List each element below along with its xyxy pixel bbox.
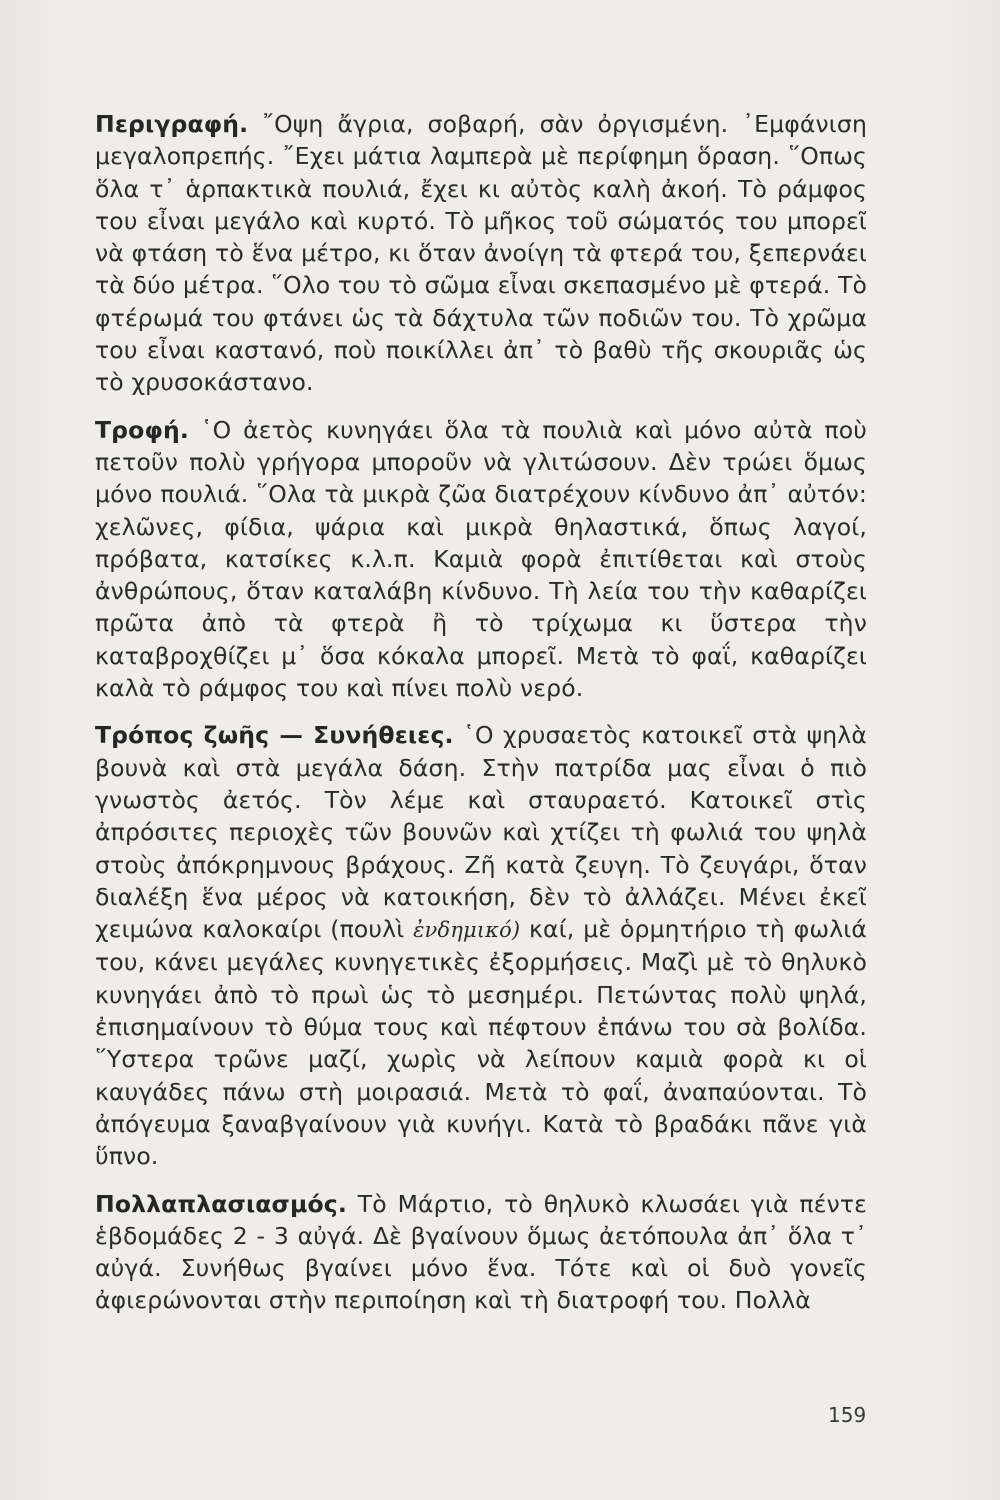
page-number: 159 — [828, 1403, 867, 1427]
paragraph-text: καί, μὲ ὁρμητήριο τὴ φωλιά του, κάνει μεγάλες κυνηγετικὲς ἐξορμήσεις. Μαζὶ μὲ τὸ θηλυκὸ κυνηγάει ἀπὸ τὸ πρωὶ ὡς τὸ μεσημέρι. Πετώντας πολὺ ψηλά, ἐπισημαίνουν τὸ θύμα τους καὶ πέφτουν ἐπάνω του σὰ βολίδα. ῞Υστερα τρῶνε μαζί, χωρὶς νὰ λείπουν καμιὰ φορὰ κι οἱ καυγάδες πάνω στὴ μοιρασιά. Μετὰ τὸ φαΐ, ἀναπαύονται. Τὸ ἀπόγευμα ξαναβγαίνουν γιὰ κυνήγι. Κατὰ τὸ βραδάκι πᾶνε γιὰ ὕπνο. — [95, 915, 867, 1171]
paragraph-heading: Τροφή. — [95, 415, 189, 444]
paragraph-text: Τὸ Μάρτιο, τὸ θηλυκὸ κλωσάει γιὰ πέντε ἑβδομάδες 2 - 3 αὐγά. Δὲ βγαίνουν ὅμως ἀετόπουλα ἀπ᾿ ὅλα τ᾿ αὐγά. Συνήθως βγαίνει μόνο ἕνα. Τότε καὶ οἱ δυὸ γονεῖς ἀφιερώνονται στὴν περιποίηση καὶ τὴ διατροφή του. Πολλὰ — [95, 1189, 867, 1315]
paragraph-food — [95, 414, 867, 705]
body-text — [95, 108, 867, 1332]
paragraph-way-of-life — [95, 719, 867, 1172]
paragraph-text: ῾Ο ἀετὸς κυνηγάει ὅλα τὰ πουλιὰ καὶ μόνο αὐτὰ ποὺ πετοῦν πολὺ γρήγορα μποροῦν νὰ γλιτώσουν. Δὲν τρώει ὅμως μόνο πουλιά. ῞Ολα τὰ μικρὰ ζῶα διατρέχουν κίνδυνο ἀπ᾿ αὐτόν: χελῶνες, φίδια, ψάρια καὶ μικρὰ θηλαστικά, ὅπως λαγοί, πρόβατα, κατσίκες κ.λ.π. Καμιὰ φορὰ ἐπιτίθεται καὶ στοὺς ἀνθρώπους, ὅταν καταλάβη κίνδυνο. Τὴ λεία του τὴν καθαρίζει πρῶτα ἀπὸ τὰ φτερὰ ἢ τὸ τρίχωμα κι ὕστερα τὴν καταβροχθίζει μ᾿ ὅσα κόκαλα μπορεῖ. Μετὰ τὸ φαΐ, καθαρίζει καλὰ τὸ ράμφος του καὶ πίνει πολὺ νερό. — [95, 415, 867, 703]
paragraph-heading: Πολλαπλασιασμός. — [95, 1189, 347, 1218]
paragraph-text: ῾Ο χρυσαετὸς κατοικεῖ στὰ ψηλὰ βουνὰ καὶ στὰ μεγάλα δάση. Στὴν πατρίδα μας εἶναι ὁ πιὸ γνωστὸς ἀετός. Τὸν λέμε καὶ σταυραετό. Κατοικεῖ στὶς ἀπρόσιτες περιοχὲς τῶν βουνῶν καὶ χτίζει τὴ φωλιά του ψηλὰ στοὺς ἀπόκρημνους βράχους. Ζῆ κατὰ ζευγη. Τὸ ζευγάρι, ὅταν διαλέξη ἕνα μέρος νὰ κατοικήση, δὲν τὸ ἀλλάζει. Μένει ἐκεῖ χειμώνα καλοκαίρι (πουλὶ — [95, 721, 867, 944]
paragraph-heading: Περιγραφή. — [95, 110, 249, 138]
paragraph-reproduction — [95, 1188, 867, 1317]
italic-term: ἐνδημικό) — [413, 918, 521, 943]
paragraph-text: ῎Οψη ἄγρια, σοβαρή, σὰν ὀργισμένη. ᾿Εμφάνιση μεγαλοπρεπής. ῎Εχει μάτια λαμπερὰ μὲ περίφημη ὅραση. ῞Οπως ὅλα τ᾿ ἁρπακτικὰ πουλιά, ἔχει κι αὐτὸς καλὴ ἀκοή. Τὸ ράμφος του εἶναι μεγάλο καὶ κυρτό. Τὸ μῆκος τοῦ σώματός του μπορεῖ νὰ φτάση τὸ ἕνα μέτρο, κι ὅταν ἀνοίγη τὰ φτερά του, ξεπερνάει τὰ δύο μέτρα. ῞Ολο του τὸ σῶμα εἶναι σκεπασμένο μὲ φτερά. Τὸ φτέρωμά του φτάνει ὡς τὰ δάχτυλα τῶν ποδιῶν του. Τὸ χρῶμα του εἶναι καστανό, ποὺ ποικίλλει ἀπ᾿ τὸ βαθὺ τῆς σκουριᾶς ὡς τὸ χρυσοκάστανο. — [95, 110, 868, 397]
paragraph-heading: Τρόπος ζωῆς — Συνήθειες. — [95, 721, 454, 750]
paragraph-description — [95, 108, 867, 399]
